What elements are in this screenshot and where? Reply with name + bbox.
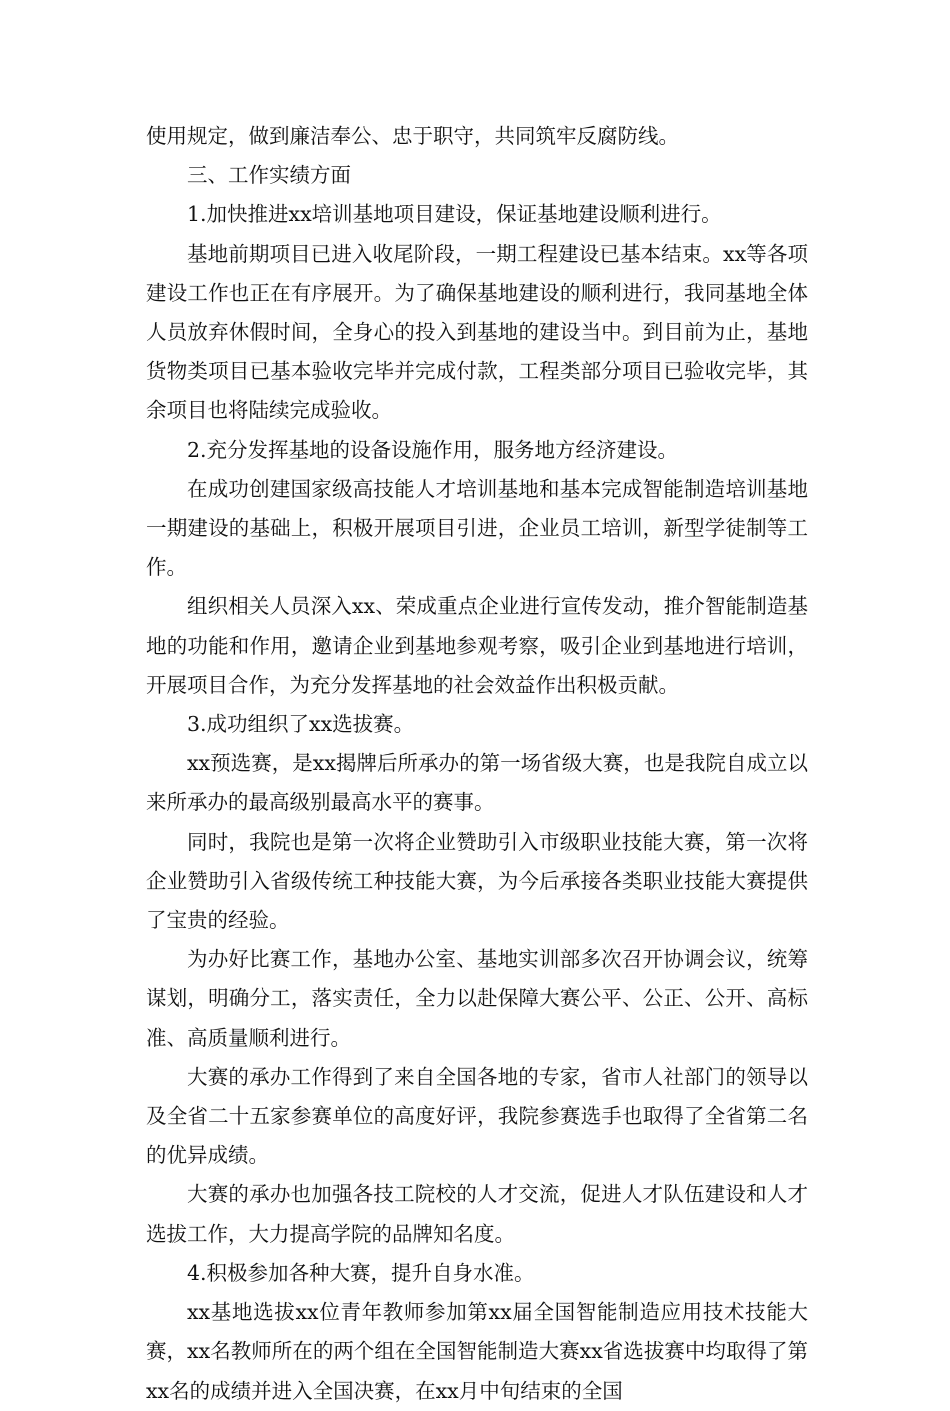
document-page (146, 117, 808, 1411)
paragraph: 为办好比赛工作，基地办公室、基地实训部多次召开协调会议，统筹谋划，明确分工，落实责任，全力以赴保障大赛公平、公正、公开、高标准、高质量顺利进行。 (146, 947, 808, 1050)
item-heading-1: 1.加快推进xx培训基地项目建设，保证基地建设顺利进行。 (187, 202, 722, 227)
paragraph: 同时，我院也是第一次将企业赞助引入市级职业技能大赛，第一次将企业赞助引入省级传统工种技能大赛，为今后承接各类职业技能大赛提供了宝贵的经验。 (146, 829, 808, 933)
paragraph: xx预选赛，是xx揭牌后所承办的第一场省级大赛，也是我院自成立以来所承办的最高级别最高水平的赛事。 (146, 751, 808, 815)
paragraph-continuation: 使用规定，做到廉洁奉公、忠于职守，共同筑牢反腐防线。 (146, 124, 679, 148)
paragraph: 大赛的承办工作得到了来自全国各地的专家，省市人社部门的领导以及全省二十五家参赛单位的高度好评，我院参赛选手也取得了全省第二名的优异成绩。 (146, 1064, 808, 1168)
item-heading-3: 3.成功组织了xx选拔赛。 (187, 712, 415, 737)
paragraph: 组织相关人员深入xx、荣成重点企业进行宣传发动，推介智能制造基地的功能和作用，邀请企业到基地参观考察，吸引企业到基地进行培训，开展项目合作，为充分发挥基地的社会效益作出积极贡献。 (146, 594, 808, 697)
paragraph: 在成功创建国家级高技能人才培训基地和基本完成智能制造培训基地一期建设的基础上，积极开展项目引进，企业员工培训，新型学徒制等工作。 (146, 476, 808, 580)
paragraph: 大赛的承办也加强各技工院校的人才交流，促进人才队伍建设和人才选拔工作，大力提高学院的品牌知名度。 (146, 1182, 808, 1246)
paragraph: 基地前期项目已进入收尾阶段，一期工程建设已基本结束。xx等各项建设工作也正在有序展开。为了确保基地建设的顺利进行，我同基地全体人员放弃休假时间，全身心的投入到基地的建设当中。到目前为止，基地货物类项目已基本验收完毕并完成付款，工程类部分项目已验收完毕，其余项目也将陆续完成验收。 (146, 241, 808, 423)
item-heading-2: 2.充分发挥基地的设备设施作用，服务地方经济建设。 (187, 437, 679, 462)
item-heading-4: 4.积极参加各种大赛，提升自身水准。 (187, 1260, 535, 1285)
section-heading: 三、工作实绩方面 (187, 163, 351, 188)
paragraph: xx基地选拔xx位青年教师参加第xx届全国智能制造应用技术技能大赛，xx名教师所在的两个组在全国智能制造大赛xx省选拔赛中均取得了第xx名的成绩并进入全国决赛，在xx月中旬结束的全国 (146, 1300, 808, 1403)
